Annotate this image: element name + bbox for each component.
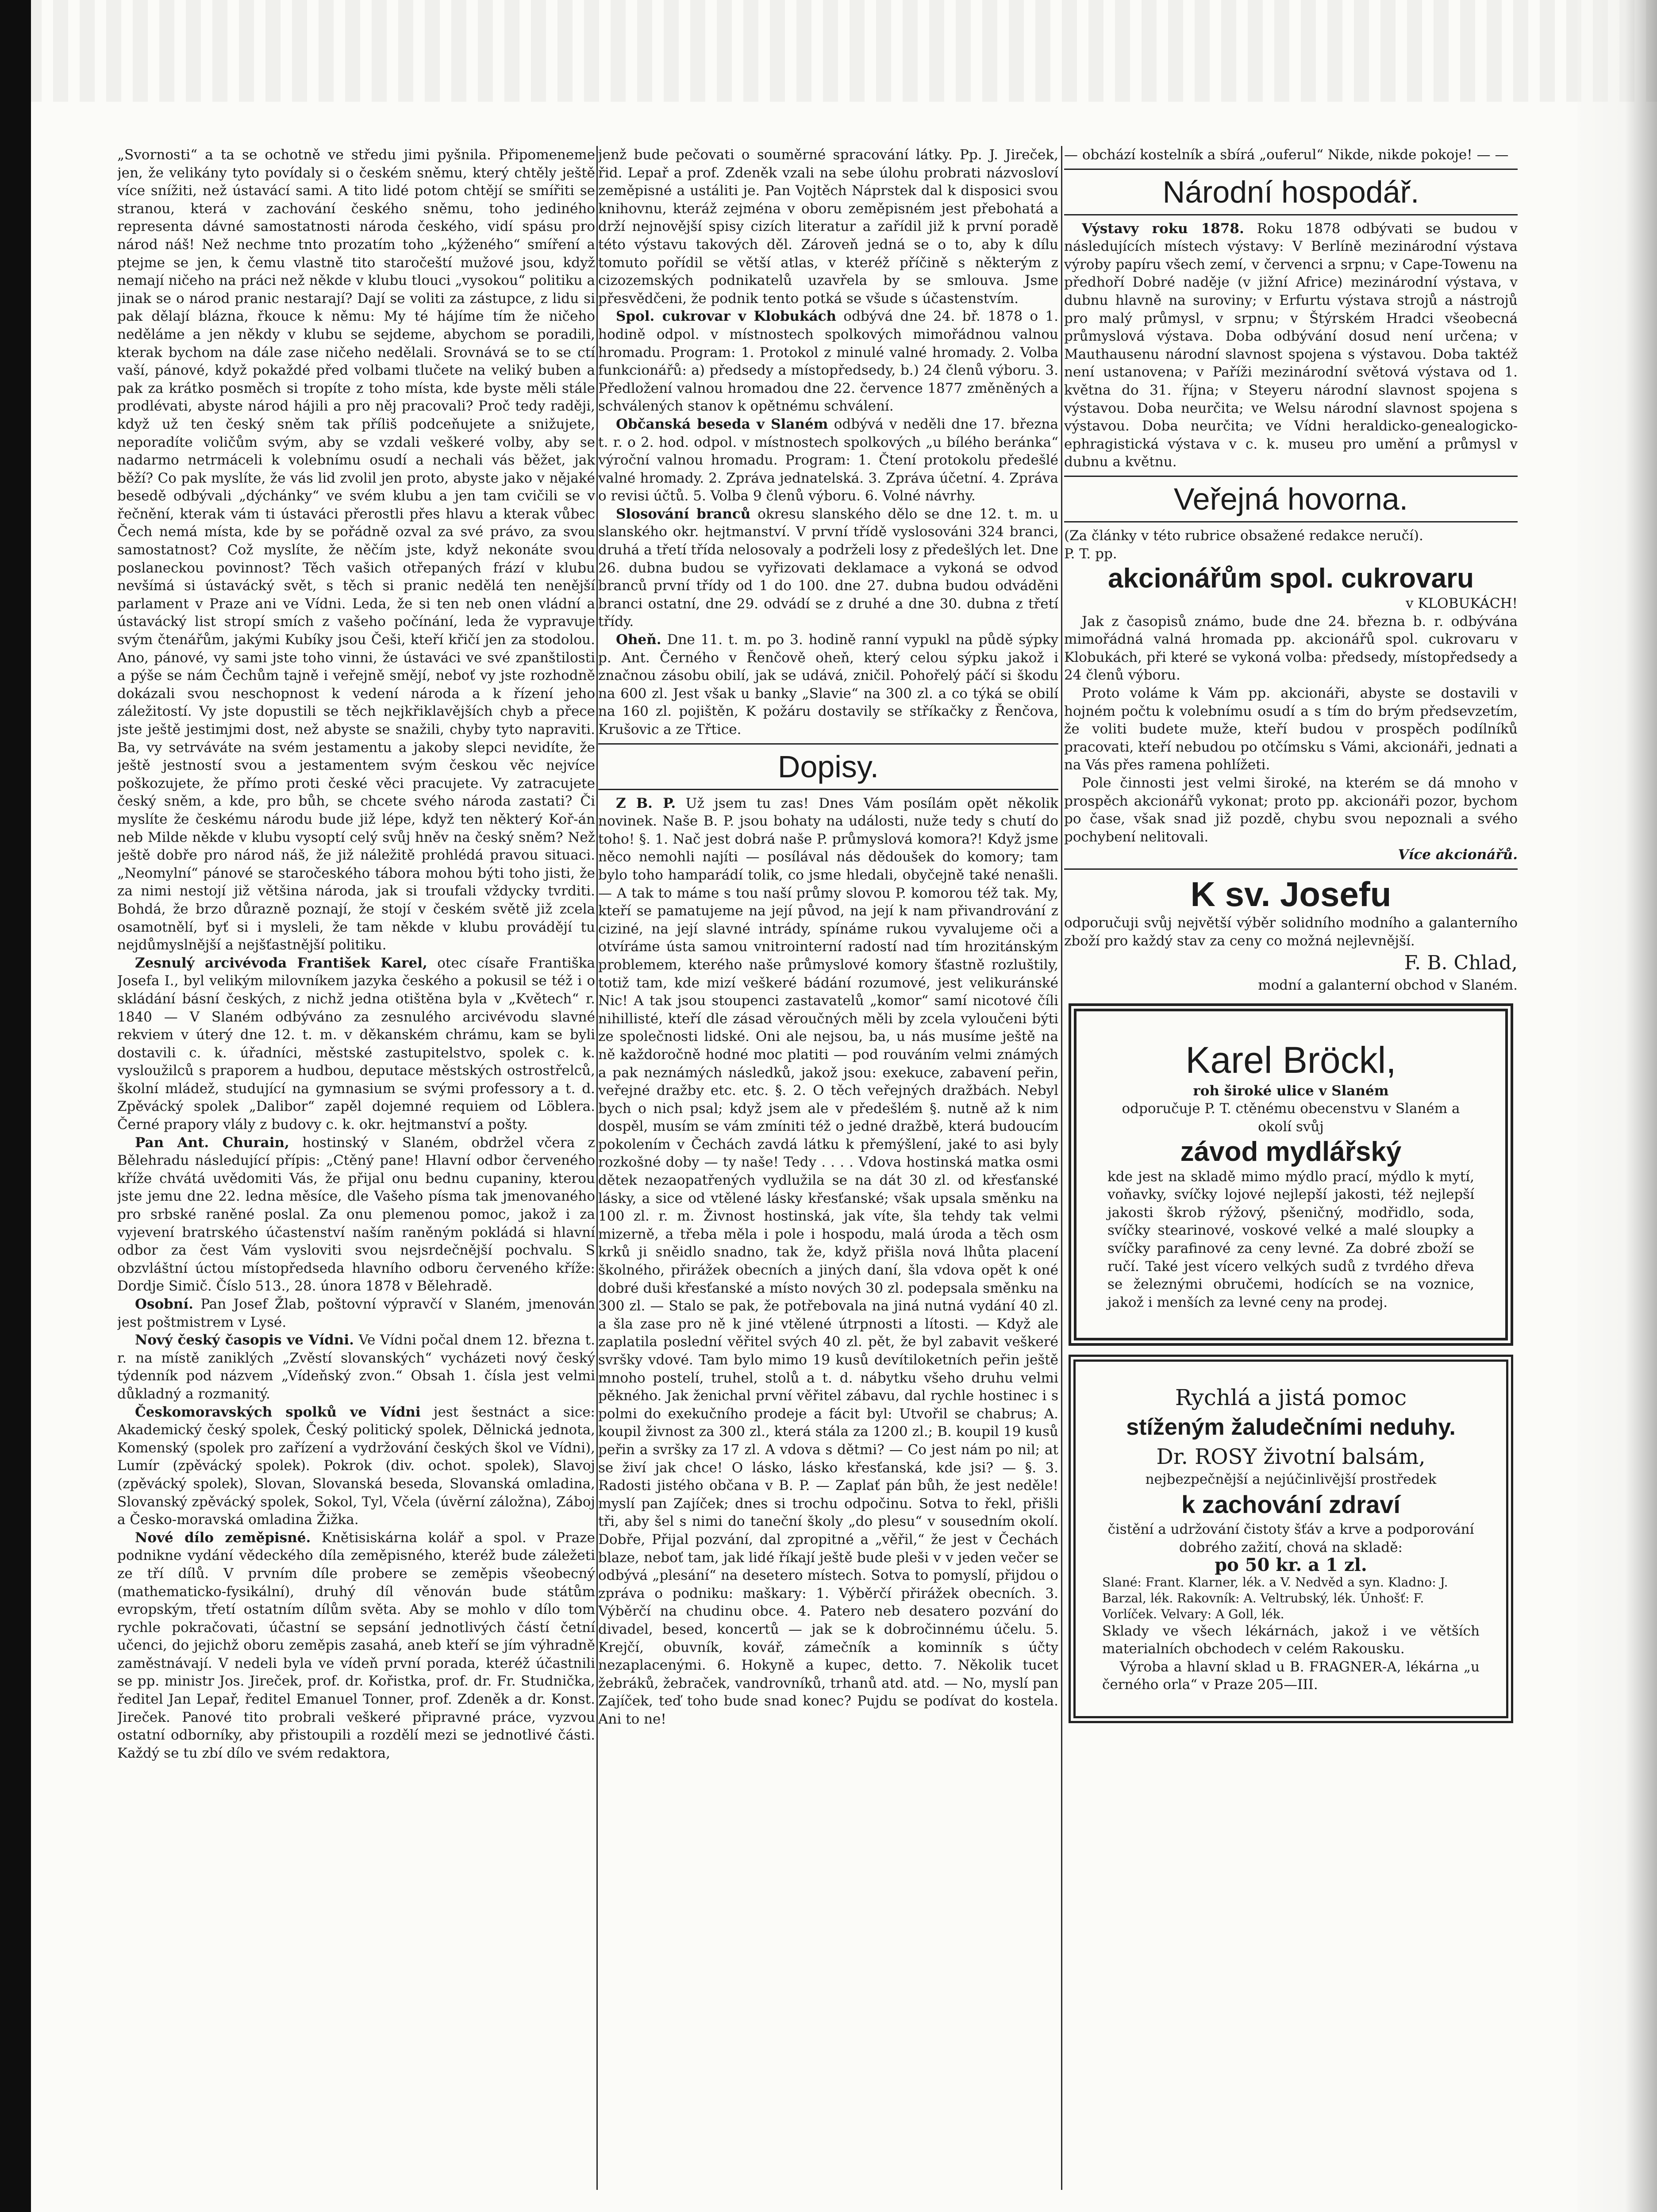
ad-rosy-box: [1069, 1355, 1513, 1723]
section-heading-dopisy: Dopisy.: [777, 749, 879, 784]
ad-brockl-address: roh široké ulice v Slaném: [1193, 1083, 1389, 1099]
column-1: [117, 146, 595, 2190]
scan-left-edge: [0, 0, 31, 2212]
ad-rosy-list: Slané: Frant. Klarner, lék. a V. Nedvěd a syn. Kladno: J. Barzal, lék. Rakovník: A. Veltrubský, lék. Únhošť: F. Vorlíček. Velvary: A Goll, lék.: [1102, 1575, 1448, 1621]
article-body: Ve Vídni počal dnem 12. března t. r. na místě zaniklých „Zvěstí slovanských“ vycházeti nový český týdenník pod názvem „Vídeňský zvon.“ Obsah 1. čísla jest velmi důkladný a rozmanitý.: [117, 1332, 595, 1402]
ad-rosy-vyroba: Výroba a hlavní sklad u B. FRAGNER-A, lékárna „u černého orla“ v Praze 205—III.: [1102, 1659, 1480, 1693]
hovorna-p1: Jak z časopisů známo, bude dne 24. března b. r. odbývána mimořádná valná hromada pp. akcionářů spol. cukrovaru v Klobukách, při které se vykoná volba: předsedy, místopředsedy a 24 členů výboru.: [1064, 613, 1518, 684]
scan-right-edge: [1577, 0, 1657, 2212]
ad-rosy-title2: stíženým žaludečními neduhy.: [1126, 1414, 1456, 1440]
hovorna-place: v KLOBUKÁCH!: [1406, 595, 1518, 612]
article-heading: Osobní.: [135, 1296, 193, 1312]
article-branci: [598, 505, 1058, 631]
ad-rosy-title: Rychlá a jistá pomoc: [1175, 1385, 1407, 1411]
article-osobni: [117, 1295, 595, 1331]
ad-rosy-text: čistění a udržování čistoty šťáv a krve a podporování dobrého zažití, chová na skladě:: [1107, 1521, 1474, 1555]
letter-zbp: [598, 795, 1058, 1728]
ad-brockl-name: Karel Bröckl,: [1185, 1039, 1396, 1081]
hovorna-heading: akcionářům spol. cukrovaru: [1108, 563, 1474, 594]
article-heading: Nové dílo zeměpisné.: [135, 1529, 311, 1546]
article-casopis: [117, 1331, 595, 1403]
article-heading: Českomoravských spolků ve Vídni: [135, 1404, 421, 1420]
column-rule-1: [596, 146, 598, 2190]
article-beseda: [598, 415, 1058, 505]
section-heading-narodni: Národní hospodář.: [1162, 174, 1419, 209]
hovorna-p2: Proto voláme k Vám pp. akcionáři, abyste se dostavili v hojném počtu k volebnímu osudí a s tím do brým předsevzetím, že voliti budete muže, kteří budou v prospěch podílníků pracovati, kteří nebudou po otčímsku s Vámi, akcionáři, jednati a na Vás přes ramena pohlížeti.: [1064, 685, 1518, 773]
ad-rosy-dr: Dr. ROSY životní balsám,: [1156, 1444, 1426, 1470]
section-divider: [1064, 214, 1518, 215]
article-body: hostinský v Slaném, obdržel včera z Bělehradu následující přípis: „Ctěný pane! Hlavní odbor červeného kříže chvátá uvědomiti Vás, že přijal onu bednu cupaniny, kterou jste jemu dne 22. ledna měsíce, dle Vašeho písma tak jmenovaného pro srbské raněné poslal. Za onu plemenou pomoc, jakož i za vyjevení bratrského účastenství naším raněným pokládá si hlavní odbor za čest Vám vysloviti svou nejsrdečnější pochvalu. S obzvláštní úctou místopředseda hlavního odboru červeného kříže: Dordje Simič. Číslo 513., 28. února 1878 v Bělehradě.: [117, 1134, 595, 1294]
column-3: [1064, 146, 1518, 2190]
article-heading: Z B. P.: [616, 795, 676, 811]
ad-josef-text: odporučuji svůj největší výběr solidního modního a galanterního zboží pro každý stav za ceny co možná nejlevnější.: [1064, 915, 1518, 949]
article-body: jest šestnáct a sice: Akademický český spolek, Český politický spolek, Dělnická jednota, Komenský (spolek pro zařízení a vydržování českých škol ve Vídni), Lumír (zpěvácký spolek). Pokrok (div. ochot. spolek), Slavoj (zpěvácký spolek), Slovan, Slovanská beseda, Slovanská omladina, Slovanský zpěvácký spolek, Sokol, Tyl, Včela (úvěrní záložna), Záboj a Česko-moravská omladina Žižka.: [117, 1404, 595, 1528]
hovorna-p3: Pole činnosti jest velmi široké, na kterém se dá mnoho v prospěch akcionářů vykonat; proto pp. akcionáři pozor, bychom po čase, však snad již pozdě, chybu svou nepoznali a svého pochybení nelitovali.: [1064, 775, 1518, 845]
ad-brockl-box: [1069, 1003, 1513, 1346]
article-body: odbývá dne 24. bř. 1878 o 1. hodině odpol. v místnostech spolkových mimořádnou valnou hromadu. Program: 1. Protokol z minulé valné hromady. 2. Volba funkcionářů: a) předsedy a místopředsedy, b.) 24 členů výboru. 3. Předložení valnou hromadou dne 22. července 1877 změněných a schválených stanov k opětnému schválení.: [598, 308, 1058, 415]
letter-zbp-cont: — obchází kostelník a sbírá „ouferul“ Nikde, nikde pokoje! — —: [1064, 147, 1509, 163]
article-heading: Zesnulý arcivévoda František Karel,: [135, 955, 427, 971]
ad-rosy-price: po 50 kr. a 1 zl.: [1215, 1555, 1367, 1576]
article-heading: Občanská beseda v Slaném: [616, 416, 828, 432]
ad-josef-title: K sv. Josefu: [1190, 875, 1392, 914]
article-ohen: [598, 631, 1058, 739]
hovorna-signature: Více akcionářů.: [1398, 847, 1518, 863]
section-divider: [598, 743, 1058, 745]
section-heading-hovorna: Veřejná hovorna.: [1173, 481, 1408, 516]
section-divider: [1064, 521, 1518, 522]
article-body: Pan Josef Žlab, poštovní výpravčí v Slaném, jmenován jest poštmistrem v Lysé.: [117, 1296, 595, 1330]
article-zemepis-cont: jenž bude pečovati o souměrné spracování látky. Pp. J. Jireček, řid. Lepař a prof. Zdeněk vzali na sebe úlohu probrati názvosloví zeměpisné a ustáliti je. Pan Vojtěch Náprstek dal k disposici svou knihovnu, kteráž zejména v oboru zeměpisném jest přebohatá a drží nejnovější spisy cizích literatur a zařídil již k první poradě této výstavu takových děl. Zároveň jedná se o to, aby k dílu tomuto pořídil se větší atlas, v kteréž příčině s některým z cizozemských podnikatelů uzavřela by se smlouva. Jsme přesvědčeni, že podnik tento potká se všude s účastenstvím.: [598, 147, 1058, 307]
ad-josef-sub: modní a galanterní obchod v Slaném.: [1258, 977, 1518, 994]
article-body: otec císaře Františka Josefa I., byl velikým milovníkem jazyka českého a pokusil se též i o skládání básní českých, z nichž jedna otištěna byla v „Květech“ r. 1840 — V Slaném odbýváno za zesnulého arcivévodu slavné rekviem v úterý dne 12. t. m. v děkanském chrámu, kam se byli dostavili c. k. úřadníci, městské zastupitelstvo, spolek c. k. vysloužilců s praporem a hudbou, deputace městských ostrostřelců, školní mládež, studující na gymnasium se svými professory a t. d. Zpěvácký spolek „Dalibor“ zapěl dojemné requiem od Löblera. Černé prapory vlály z budovy c. k. okr. hejtmanství a pošty.: [117, 955, 595, 1133]
article-heading: Slosování branců: [616, 506, 751, 522]
article-heading: Pan Ant. Churain,: [135, 1134, 289, 1151]
hovorna-note: (Za články v této rubrice obsažené redakce neručí).: [1064, 527, 1423, 544]
article-arcivevoda: [117, 954, 595, 1134]
section-divider: [598, 789, 1058, 790]
column-2: [598, 146, 1058, 2190]
ad-rosy-big: k zachování zdraví: [1181, 1490, 1400, 1518]
hovorna-salutation: P. T. pp.: [1064, 545, 1117, 562]
article-zemepis: [117, 1529, 595, 1763]
article-cukrovar: [598, 307, 1058, 415]
article-body: okresu slanského dělo se dne 12. t. m. u slanského okr. hejtmanství. V první třídě vyslosováni 324 branci, druhá a třetí třída nelosovaly a podrželi losy z předešlých let. Dne 26. dubna budou se vyřizovati deklamace a vykoná se odvod branců první třídy od 1 do 100. dne 27. dubna budou odváděni branci ostatní, dne 29. odvádí se z druhé a dne 30. dubna z třetí třídy.: [598, 506, 1058, 630]
column-rule-2: [1061, 146, 1062, 2190]
article-body: Knětisiskárna kolář a spol. v Praze podnikne vydání vědeckého díla zeměpisného, kteréž bude záležeti ze tří dílů. V prvním díle probere se zeměpis všeobecný (mathematicko-fysikální), druhý díl věnován bude státům evropským, třetí ostatním dílům světa. Aby se mohlo v dílo tom rychle pokračovati, účastní se sepsání jednotlivých částí četní učenci, do jejichž oboru zeměpis zasahá, aneb kteří se jím výhradně zaměstnávají. V nedeli byla ve vídeň první porada, kteréž účastnili se pp. ministr Jos. Jireček, prof. dr. Kořistka, prof. dr. Fr. Studnička, ředitel Jan Lepař, ředitel Emanuel Tonner, prof. Zdeněk a dr. Konst. Jireček. Panové tito probrali veškeré připravné práce, vyzvou ostatní odborníky, aby přistoupili a rozdělí mezi se jednotlivé části. Každý se tu zbí dílo ve svém redaktora,: [117, 1529, 595, 1761]
article-vystavy: [1064, 220, 1518, 471]
article-heading: Spol. cukrovar v Klobukách: [616, 308, 837, 325]
ad-brockl-big: závod mydlářský: [1180, 1136, 1402, 1167]
ad-brockl-text1: odporučuje P. T. ctěnému obecenstvu v Slaném a okolí svůj: [1122, 1101, 1460, 1135]
ad-brockl-text2: kde jest na skladě mimo mýdlo prací, mýdlo k mytí, voňavky, svíčky lojové nejlepší jakosti, též nejlepší jakosti škrob rýžový, pšeničný, modřidlo, soda, svíčky stearinové, voskové velké a malé sloupky a svíčky parafinové za ceny levné. Za dobré zboží se ručí. Také jest vícero velkých sudů z tvrdého dřeva se železnými obručemi, hodících se na voznice, jakož i menších za levné ceny na prodej.: [1107, 1168, 1474, 1310]
ad-josef-sign: F. B. Chlad,: [1404, 952, 1518, 975]
section-divider: [1064, 476, 1518, 477]
ad-rosy-sub: nejbezpečnější a nejúčinlivější prostředek: [1145, 1471, 1437, 1488]
article-body: Už jsem tu zas! Dnes Vám posílám opět několik novinek. Naše B. P. jsou bohaty na události, nuže tedy s chutí do toho! §. 1. Nač jest dobrá naše P. průmyslová komora?! Když jsme něco nemohli najíti — posílával nás dědoušek do komory; tam bylo toho hamparádí tolik, co jsme hledali, obyčejně také nenašli. — A tak to máme s tou naší průmy slovou P. komorou též tak. My, kteří se pamatujeme na její původ, na její k nam přivandrování z ciziné, na její slavné intrády, spínáme rukou vyvalujeme oči a otvíráme ústa samou vnitrointerní radostí nad tím hrozitánským problemem, kterého naše průmyslové komory šťastně rozluštily, totiž tam, kde mizí veškeré bádání rozumové, jest velikuránské Nic! A tak jsou stoupenci zastavatelů „komor“ samí nicotové číli nihillisté, kteří dle zásad věroučných měli by zcela vyloučeni býti ze společnosti lidské. Oni ale nejsou, ba, u nás musíme ještě na ně každoročně hodné moc platiti — pod rouváním velmi známých a pak neznámých následků, jakož jsou: exekuce, zabavení peřin, veřejné dražby etc. etc. §. 2. O těch veřejných dražbách. Nebyl bych o nich psal; když jsem ale v předešlém §. nutně až k nim dospěl, musím se vám zmíniti též o jedné dražbě, která budoucím pokolením v Čechách zavdá látku k přemýšlení, jaké to asi byly rozkošné doby — ty naše! Tedy . . . . Vdova hostinská matka osmi dětek nezaopatřených vydlužila se na dát 30 zl. od křesťanské lásky, a sice od vtělené lásky křesťanské; však upsala směnku na 100 zl. r. m. Živnost hostinská, jak víte, šla tehdy tak velmi mizerně, a třeba měla i pole i hospodu, malá úroda a těch osm krků ji sněidlo snadno, tak že, když přišla nová lhůta placení školného, přirážek obecních a jiných daní, šla vdova opět k oné dobré duši křesťanské a místo nových 30 zl. podepsala směnku na 300 zl. — Stalo se pak, že potřebovala na jiná nutná vydání 40 zl. a šla zase pro ně k jiné vtělené útrpnosti a lítosti. — Když ale zaplatila poslední věřitel svých 40 zl. pět, že byl zabavit veškeré svršky vdové. Tam bylo mimo 19 kusů devítiloketních peřin ještě mnoho postelí, truhel, stolů a t. d. nábytku všeho druhu velmi pěkného. Jak ženichal první věřitel zábavu, dal rychle hostinec i s polmi do exekučního prodeje a fácit byl: Utvořil se chabrus; A. koupil živnost za 300 zl., která stála za 1200 zl.; B. koupil 19 kusů peřin a svršky za 17 zl. A vdova s dětmi? — Co jest nám po nil; at se živí jak chce! O lásko, lásko křesťanská, kde jsi? — §. 3. Radosti jistého občana v B. P. — Zaplať pán bůh, že jest neděle! myslí pan Zajíček; dnes si trochu odpočinu. Sotva to řekl, přišli tři, aby šel s nimi do taneční školy „do plesu“ v sousedním okolí. Dobře, Přijal pozvání, dal zpropitné a „věřil,“ že jest v Čechách blaze, neboť tam, jak lidé říkají ještě bude pleši v v jeden večer se odbývá „plesání“ na desetero místech. Sotva to pomyslí, přijdou o zpráva o podniku: maškary: 1. Výběrčí přirážek obecních. 3. Výběrčí na chudinu obce. 4. Patero neb desatero pozvání do divadel, besed, koncertů — jak se k dobročinnému účelu. 5. Krejčí, obuvník, kovář, zámečník a kominník s účty nezaplacenými. 6. Hokyně a kupec, detto. 7. Několik tucet žebráků, žebraček, vandrovníků, trhanů atd. atd. — No, myslí pan Zajíček, teď toho bude snad konec? Pujdu se podívat do kostela. Ani to ne!: [598, 795, 1058, 1727]
section-divider: [1064, 868, 1518, 870]
top-border-texture: [0, 0, 1657, 102]
article-svornost: „Svornosti“ a ta se ochotně ve středu jimi pyšnila. Připomeneme jen, že velikány tyto povídaly si o českém sněmu, který chtěly ještě více snížiti, než ústavácí sami. A tito lidé potom chtějí se smířiti se stranou, která v zachování českého sněmu, toho jediného representa dávné samostatnosti národa českého, vidí spásu pro národ náš! Než nechme tnto prozatím toho „kýženého“ smíření a ptejme se jen, k čemu vlastně tito staročeští mužové jsou, když nemají ničeho na práci než někde v klubu tlouci „vysokou“ politiku a jinak se o národ pranic nestarají? Dají se voliti za zástupce, z lidu si pak dělají blázna, řkouce k němu: My té hájíme tím že ničeho neděláme a jen někdy v klubu se sejdeme, abychom se poradili, kterak bychom na dále zase ničeho nedělali. Srovnává se to se ctí vaší, pánové, když pokaždé před volbami tlučete na veliký buben a pak za krátko posměch si tropíte z toho místa, kde byste měli stále prodlévati, abyste národ hájili a pro něj pracovali? Proč tedy raději, když už ten český sněm tak příliš podceňujete a snižujete, neporadíte voličům svým, aby se vzdali veškeré volby, aby se nadarmo netrmáceli k volebnímu osudí a nechali vás běžet, jak běží? Co pak myslíte, že vás lid zvolil jen proto, abyste jako v nějaké besedě odbývali „dýchánky“ ve svém klubu a jen tam cvičili se v řečnění, kterak vám ti ústaváci přerostli přes hlavu a kterak vůbec Čech nemá místa, kde by se pořádně ozval za své právo, za svou samostatnost? Což myslíte, že něčím jste, když nekonáte svou poslaneckou povinnost? Těch vašich otřepaných frází v klubu nevšímá si ústavácký svět, s těch si pranic nedělá ten nenější parlament v Praze ani ve Vídni. Leda, že si ten neb onen vládní a ústavácký list stropí smích z vašeho počínání, leda že vypravuje svým čtenářům, jakými Kubíky jsou Češi, kteří křičí jen za stodolou. Ano, pánové, vy sami jste toho vinni, že ústaváci ve své zpanštilosti a pýše se nám Čechům tajně i veřejně smějí, neboť vy jste rozhodně dokázali svou neschopnost k vedení národa a k řízení jeho záležitostí. Vy jste dopustili se těch nejkřiklavějších chyb a přece jste ještě jestimjmi dost, než abyste se snažili, chyby tyto napraviti. Ba, vy setrváváte na svém jestamentu a jakoby slepci nevidíte, že ještě jestností svou a jestamentem svým českou věc nejvíce poškozujete, že přímo proti české věci pracujete. Vy zatracujete český sněm, a kde, pro bůh, se chcete svého národa zastati? Či myslíte že českému národu bude již lépe, když ten některý Koř‑án neb Milde někde v klubu vysoptí celý svůj hněv na český sněm? Než ještě dobře pro národ náš, že již náležitě prohlédá pravou situaci. „Neomylní“ pánové se staročeského tábora mohou býti toho jisti, že za nimi nestojí již většina národa, jak si troufali vždycky tvrditi. Bohdá, že brzo důrazně poznají, že stojí v českém světě již zcela osamotnělí, byť si i mysleli, že tam někde v klubu provádějí tu nejdůmyslnější a nejšťastnější politiku.: [117, 147, 595, 953]
article-heading: Výstavy roku 1878.: [1082, 220, 1244, 237]
article-churain: [117, 1134, 595, 1295]
article-body: odbývá v neděli dne 17. března t. r. o 2. hod. odpol. v místnostech spolkových „u bílého beránka“ výroční valnou hromadu. Program: 1. Čtení protokolu předešlé valné hromady. 2. Zpráva jednatelská. 3. Zpráva účetní. 4. Zpráva o revisi účtů. 5. Volba 9 členů výboru. 6. Volné návrhy.: [598, 416, 1058, 504]
section-divider: [1064, 169, 1518, 170]
article-body: Dne 11. t. m. po 3. hodině ranní vypukl na půdě sýpky p. Ant. Černého v Řenčově oheň, který celou sýpku jakož i značnou zásobu obilí, jak se udává, zničil. Pohořelý páčí si škodu na 600 zl. Jest však u banky „Slavie“ na 300 zl. a co týká se obilí na 160 zl. pojištěn, K požáru dostavily se stříkačky z Řenčova, Krušovic a ze Třtice.: [598, 632, 1058, 737]
ad-rosy-sklad: Sklady ve všech lékárnách, jakož i ve větších materialních obchodech v celém Rakousku.: [1102, 1623, 1480, 1657]
article-spolky: [117, 1403, 595, 1529]
article-heading: Oheň.: [616, 632, 661, 648]
article-heading: Nový český časopis ve Vídni.: [135, 1332, 354, 1348]
article-body: Roku 1878 odbývati se budou v následujících místech výstavy: V Berlíně mezinárodní výstava výroby papíru všech zemí, v červenci a srpnu; v Cape-Towenu na předhoří Dobré naděje (v jižní Africe) mezinárodní výstava, v dubnu hlavně na suroviny; v Erfurtu výstava strojů a nástrojů pro malý průmysl, v srpnu; v Štýrském Hradci všeobecná průmyslová výstava. Doba odbývání dosud není určena; v Mauthausenu národní slavnost spojena s výstavou. Doba taktéž není ustanovena; v Paříži mezinárodní světová výstava od 1. května do 31. října; v Steyeru národní slavnost spojena s výstavou. Doba neurčita; ve Welsu národní slavnost spojena s výstavou. Doba neurčita; ve Vídni heraldicko-genealogicko-ephragistická výstava v c. k. museu pro umění a průmysl v dubnu a květnu.: [1064, 220, 1518, 470]
